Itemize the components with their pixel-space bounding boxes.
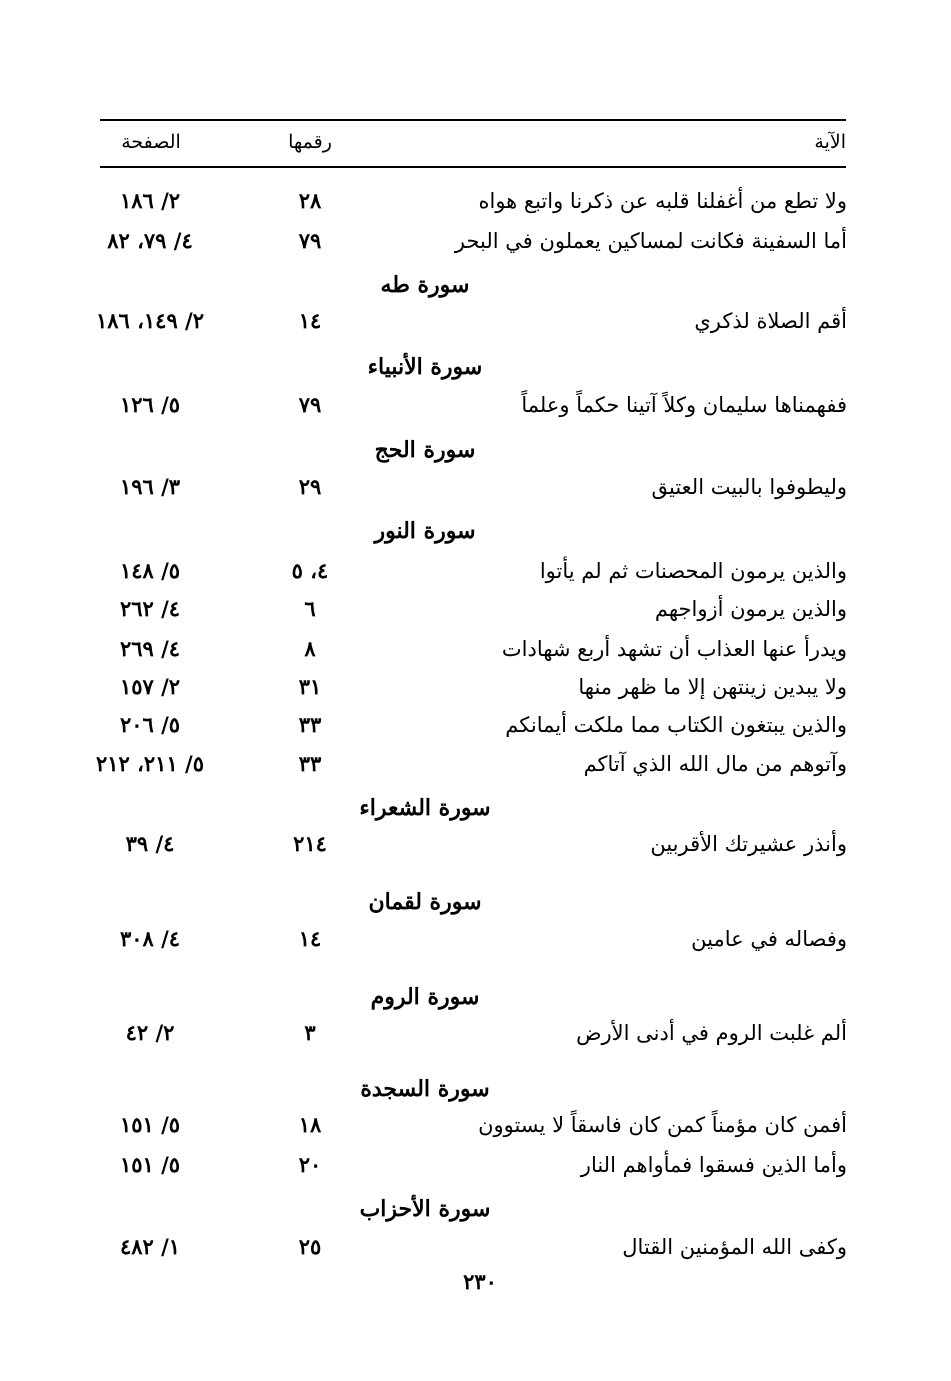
page-reference: ٤/ ٣٠٨ (119, 926, 181, 951)
page-reference: ٣/ ١٩٦ (119, 474, 181, 499)
aya-number: ٣٣ (298, 751, 322, 776)
page-reference: ٥/ ١٥١ (119, 1152, 181, 1177)
aya-number: ٧٩ (298, 392, 322, 417)
page-reference: ٢/ ١٤٩، ١٨٦ (95, 308, 205, 333)
table-row (0, 825, 951, 863)
aya-number: ١٨ (298, 1112, 322, 1137)
aya-number: ٦ (304, 596, 316, 621)
surah-heading: سورة لقمان (368, 889, 482, 915)
page-reference: ٥/ ١٢٦ (119, 392, 181, 417)
aya-text: وأما الذين فسقوا فمأواهم النار (580, 1153, 847, 1177)
page-reference: ٤/ ٢٦٢ (119, 596, 181, 621)
surah-heading: سورة الأحزاب (359, 1196, 491, 1222)
page-reference: ٢/ ١٥٧ (119, 674, 181, 699)
page-reference: ١/ ٤٨٢ (119, 1234, 181, 1259)
page-reference: ٤/ ٣٩ (125, 831, 175, 856)
surah-heading: سورة طه (380, 272, 470, 298)
table-row (0, 302, 951, 340)
page-reference: ٥/ ٢٠٦ (119, 712, 181, 737)
table-row (0, 1146, 951, 1184)
aya-text: أقم الصلاة لذكري (694, 309, 847, 333)
aya-text: أفمن كان مؤمناً كمن كان فاسقاً لا يستوون (478, 1113, 847, 1137)
table-row (0, 920, 951, 958)
table-row (0, 706, 951, 744)
aya-number: ١٤ (298, 308, 322, 333)
surah-heading: سورة الشعراء (359, 795, 491, 821)
page-reference: ٢/ ١٨٦ (119, 188, 181, 213)
aya-text: والذين يرمون المحصنات ثم لم يأتوا (539, 559, 847, 583)
aya-text: والذين يرمون أزواجهم (654, 597, 847, 621)
page-reference: ٥/ ١٥١ (119, 1112, 181, 1137)
table-row (0, 745, 951, 783)
table-row (0, 552, 951, 590)
page-reference: ٢/ ٤٢ (125, 1020, 175, 1045)
aya-number: ٤، ٥ (291, 558, 329, 583)
aya-text: أما السفينة فكانت لمساكين يعملون في البحر (454, 229, 847, 253)
table-row (0, 590, 951, 628)
page-number: ٢٣٠ (463, 1269, 497, 1294)
page-reference: ٥/ ١٤٨ (119, 558, 181, 583)
table-row (0, 630, 951, 668)
table-row (0, 1106, 951, 1144)
page-reference: ٥/ ٢١١، ٢١٢ (95, 751, 205, 776)
aya-number: ٣٣ (298, 712, 322, 737)
table-row (0, 222, 951, 260)
aya-text: ويدرأ عنها العذاب أن تشهد أربع شهادات (501, 637, 847, 661)
table-row (0, 182, 951, 220)
aya-text: ألم غلبت الروم في أدنى الأرض (576, 1021, 847, 1045)
table-row (0, 1228, 951, 1266)
aya-number: ٢١٤ (293, 831, 327, 856)
header-aya: الآية (814, 131, 846, 153)
surah-heading: سورة الأنبياء (367, 354, 483, 380)
page-reference: ٤/ ٧٩، ٨٢ (107, 228, 193, 253)
aya-text: وآتوهم من مال الله الذي آتاكم (583, 752, 847, 776)
aya-text: ولا تطع من أغفلنا قلبه عن ذكرنا واتبع هواه (478, 189, 847, 213)
table-row (0, 1014, 951, 1052)
header-number: رقمها (288, 131, 332, 153)
aya-text: ولا يبدين زينتهن إلا ما ظهر منها (578, 675, 847, 699)
aya-number: ٢٠ (298, 1152, 322, 1177)
aya-number: ٢٨ (298, 188, 322, 213)
surah-heading: سورة الروم (370, 984, 480, 1010)
aya-number: ٨ (304, 636, 316, 661)
header-page: الصفحة (121, 131, 181, 153)
aya-text: وكفى الله المؤمنين القتال (622, 1235, 847, 1259)
table-row (0, 668, 951, 706)
table-row (0, 386, 951, 424)
aya-number: ٣ (304, 1020, 316, 1045)
aya-number: ٧٩ (298, 228, 322, 253)
aya-text: والذين يبتغون الكتاب مما ملكت أيمانكم (505, 713, 847, 737)
surah-heading: سورة النور (374, 518, 476, 544)
aya-number: ٣١ (298, 674, 322, 699)
surah-heading: سورة السجدة (360, 1076, 490, 1102)
table-row (0, 468, 951, 506)
aya-number: ١٤ (298, 926, 322, 951)
surah-heading: سورة الحج (374, 437, 476, 463)
page-reference: ٤/ ٢٦٩ (119, 636, 181, 661)
aya-number: ٢٩ (298, 474, 322, 499)
aya-text: ففهمناها سليمان وكلاً آتينا حكماً وعلماً (521, 393, 847, 417)
aya-text: وفصاله في عامين (691, 927, 847, 951)
aya-text: وأنذر عشيرتك الأقربين (650, 832, 847, 856)
aya-number: ٢٥ (298, 1234, 322, 1259)
aya-text: وليطوفوا بالبيت العتيق (651, 475, 847, 499)
